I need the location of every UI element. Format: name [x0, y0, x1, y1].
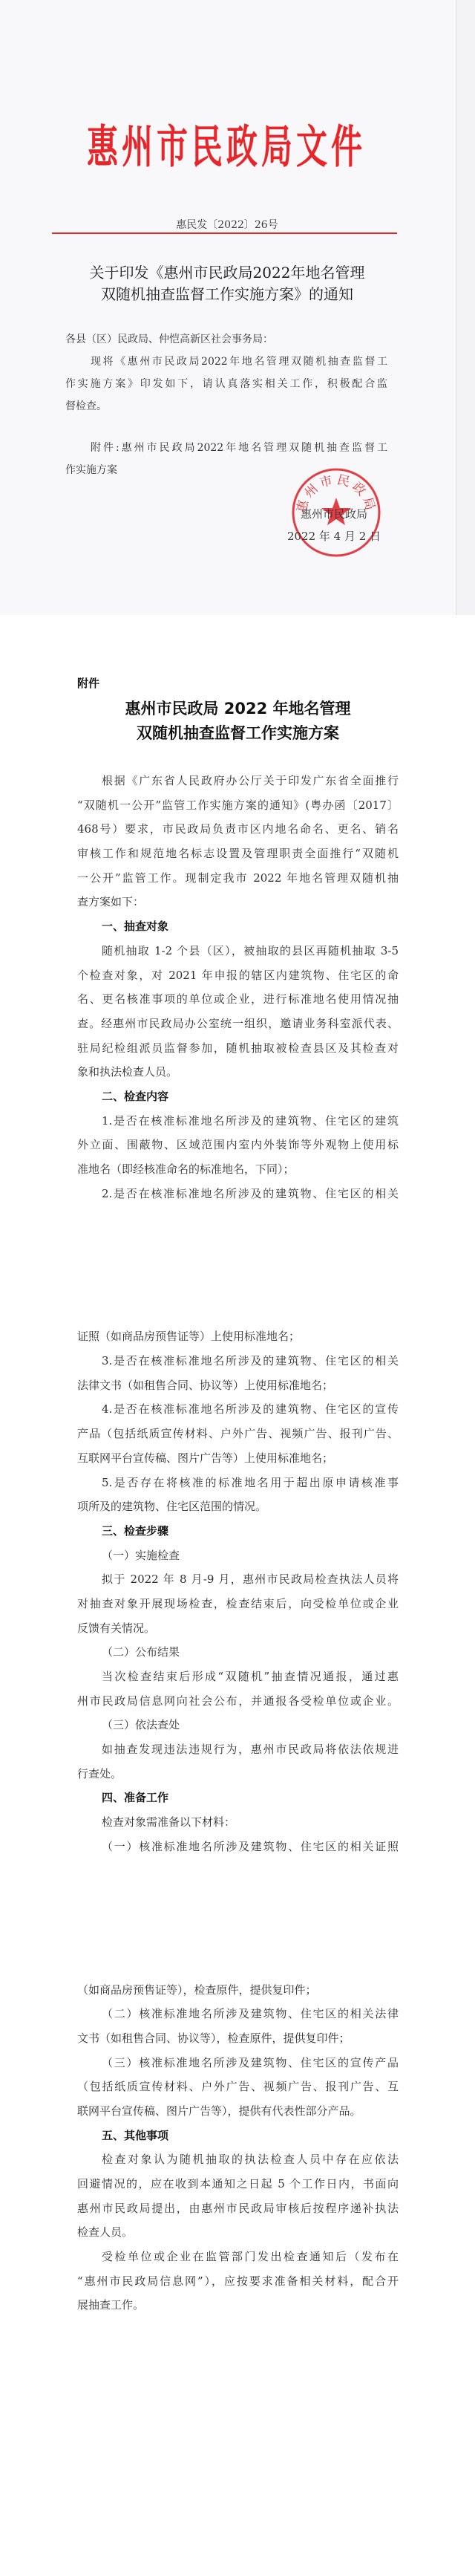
document-number: 惠民发〔2022〕26号 [176, 219, 278, 231]
notice-title-line: 双随机抽查监督工作实施方案》的通知 [101, 285, 353, 303]
implementation-plan-page [0, 615, 475, 2576]
notice-title [67, 262, 387, 305]
signature-date: 2022 年 4 月 2 日 [286, 530, 381, 543]
body-line: 证照（如商品房预售证等）上使用标准地名； [77, 1330, 301, 1344]
body-line: 2.是否在核准标准地名所涉及的建筑物、住宅区的相关 [102, 1186, 399, 1200]
body-line: 468号）要求，市民政局负责市区内地名命名、更名、销名 [77, 822, 399, 836]
body-line: 联网平台宣传稿、图片广告等），提供有代表性部分产品。 [77, 2104, 361, 2118]
body-line: 产品（包括纸质宣传材料、户外广告、视频广告、报刊广告、 [77, 1427, 399, 1441]
body-line: 作实施方案》印发如下，请认真落实相关工作，积极配合监 [65, 378, 387, 390]
body-line: 惠州市民政局提出，由惠州市民政局审核后按程序递补执法 [77, 2201, 399, 2215]
body-line: 拟于 2022 年 8 月-9 月，惠州市民政局检查执法人员将 [102, 1572, 399, 1587]
body-line: 督检查。 [65, 400, 107, 412]
body-line: 查。经惠州市民政局办公室统一组织，邀请业务科室派代表、 [77, 1016, 399, 1030]
body-line: “惠州市民政局信息网”），应按要求准备相关材料，配合开 [77, 2274, 399, 2288]
body-line: （三）核准标准地名所涉及建筑物、住宅区的宣传产品 [102, 2055, 399, 2069]
body-line: 展抽查工作。 [77, 2298, 145, 2312]
body-line: 反馈有关情况。 [77, 1621, 156, 1635]
body-line: 查方案如下： [77, 895, 145, 909]
body-line: 回避情况的，应在收到本通知之日起 5 个工作日内，书面向 [77, 2177, 399, 2190]
document-header-title: 惠州市民政局文件 [86, 120, 366, 173]
signature-org: 惠州市民政局 [300, 507, 367, 521]
body-line: 3.是否在核准标准地名所涉及的建筑物、住宅区的相关 [102, 1354, 399, 1368]
seal-text: 惠州市民政局 [294, 472, 379, 515]
plan-body [77, 769, 399, 2318]
body-line: 4.是否在核准标准地名所涉及的建筑物、住宅区的宣传 [102, 1402, 399, 1417]
section-heading: 三、检查步骤 [102, 1523, 169, 1538]
attachment-label: 附件 [77, 677, 100, 690]
notice-page [0, 0, 475, 615]
body-line: 5.是否存在将核准的标准地名用于超出原申请核准事 [102, 1475, 399, 1489]
body-line: （如商品房预售证等），检查原件，提供复印件； [77, 1983, 317, 1997]
body-line: 外立面、围蔽物、区域范围内室内外装饰等外观物上使用标 [77, 1138, 399, 1152]
body-line: 象和执法检查人员。 [77, 1065, 178, 1079]
body-line: 准地名（即经核准命名的标准地名，下同）； [77, 1162, 295, 1176]
body-line: 受检单位或企业在监管部门发出检查通知后（发布在 [102, 2250, 399, 2264]
body-line: 名、更名核准事项的单位或企业，进行标准地名使用情况抽 [77, 992, 399, 1006]
body-line: （一）核准标准地名所涉及建筑物、住宅区的相关证照 [102, 1839, 399, 1853]
page-margin [456, 0, 475, 615]
body-line: 驻局纪检组派员监督参加，随机抽取被检查县区及其检查对 [77, 1041, 399, 1055]
body-line: 一公开”监管工作。现制定我市 2022 年地名管理双随机抽 [77, 871, 399, 885]
body-line: 法律文书（如租售合同、协议等）上使用标准地名； [77, 1378, 334, 1392]
body-line: 检查对象需准备以下材料： [102, 1815, 236, 1829]
body-line: 项所及的建筑物、住宅区范围的情况。 [77, 1500, 267, 1514]
body-line: 检查人员。 [77, 2225, 134, 2240]
section-heading: 一、抽查对象 [102, 920, 169, 934]
subsection-heading: （三）依法查处 [102, 1718, 180, 1732]
body-line: 如抽查发现违法违规行为，惠州市民政局将依法依规进 [102, 1743, 399, 1757]
body-line: 个检查对象，对 2021 年申报的辖区内建筑物、住宅区的命 [77, 968, 399, 982]
body-line: 现将《惠州市民政局2022年地名管理双随机抽查监督工 [91, 356, 387, 368]
body-line: 当次检查结束后形成“双随机”抽查情况通报，通过惠 [102, 1670, 399, 1683]
plan-title [77, 697, 399, 746]
body-line: 行查处。 [77, 1766, 122, 1780]
body-line: 文书（如租售合同、协议等），检查原件，提供复印件； [77, 2031, 350, 2045]
body-line: 互联网平台宣传稿、图片广告等）上使用标准地名； [77, 1451, 334, 1465]
body-line: 1.是否在核准标准地名所涉及的建筑物、住宅区的建筑 [102, 1113, 399, 1128]
red-divider-line [52, 232, 397, 234]
plan-title-line: 双随机抽查监督工作实施方案 [137, 724, 339, 742]
body-line: 对抽查对象开展现场检查，检查结束后，向受检单位或企业 [77, 1596, 399, 1610]
body-line: 检查对象认为随机抽取的执法检查人员中存在应依法 [102, 2153, 399, 2167]
attachment-line: 作实施方案 [65, 464, 117, 476]
notice-title-line: 关于印发《惠州市民政局2022年地名管理 [89, 264, 365, 282]
body-line: 随机抽取 1-2 个县（区），被抽取的县区再随机抽取 3-5 [102, 943, 399, 957]
body-line: “双随机一公开”监管工作实施方案的通知》(粤办函〔2017〕 [77, 798, 399, 812]
section-heading: 五、其他事项 [102, 2128, 169, 2142]
body-line: （包括纸质宣传材料、户外广告、视频广告、报刊广告、互 [77, 2080, 399, 2094]
body-line: 审核工作和规范地名标志设置及管理职责全面推行“双随机 [77, 847, 399, 861]
body-line: （二）核准标准地名所涉及建筑物、住宅区的相关法律 [102, 2007, 399, 2021]
section-heading: 四、准备工作 [102, 1791, 169, 1805]
attachment-line: 附件:惠州市民政局2022年地名管理双随机抽查监督工 [91, 442, 387, 454]
body-line: 州市民政局信息网向社会公布，并通报各受检单位或企业。 [77, 1694, 399, 1708]
section-heading: 二、检查内容 [102, 1089, 169, 1103]
subsection-heading: （一）实施检查 [102, 1548, 180, 1562]
plan-title-line: 惠州市民政局 2022 年地名管理 [125, 700, 351, 718]
salutation: 各县（区）民政局、仲恺高新区社会事务局： [65, 334, 273, 345]
subsection-heading: （二）公布结果 [102, 1645, 180, 1659]
body-line: 根据《广东省人民政府办公厅关于印发广东省全面推行 [102, 774, 399, 787]
